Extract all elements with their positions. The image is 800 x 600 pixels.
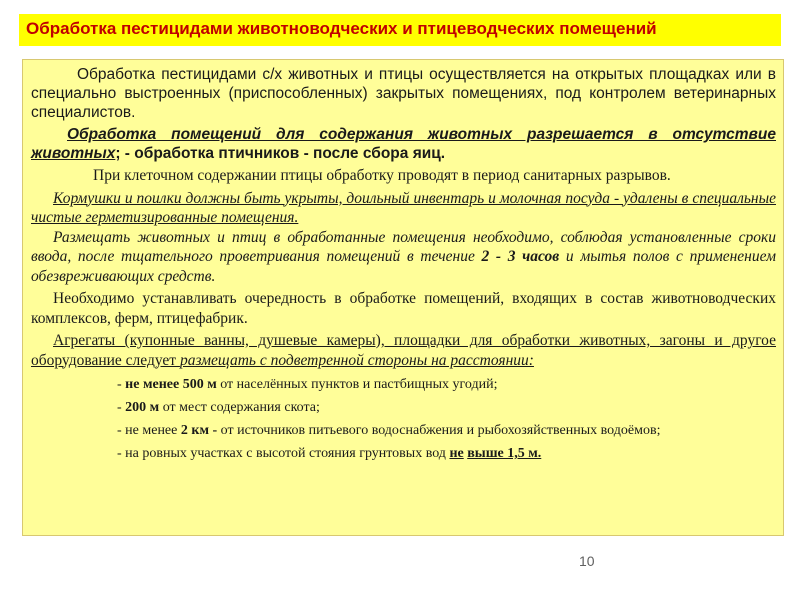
list-item: - не менее 2 км - от источников питьевого водоснабжения и рыбохозяйственных водоёмов; — [117, 423, 661, 438]
distances-list — [77, 373, 776, 465]
feeders-paragraph: Кормушки и поилки должны быть укрыты, доильный инвентарь и молочная посуда - удалены в специальные чистые герметизированные помещения. — [31, 189, 776, 226]
list-item: - 200 м от мест содержания скота; — [117, 400, 320, 415]
absence-semicolon: ; — [115, 145, 121, 162]
placement-tail: и мытья полов с применением обезвреживающих средств. — [31, 248, 776, 285]
content-box — [22, 59, 784, 536]
intro-paragraph: Обработка пестицидами с/х животных и птицы осуществляется на открытых площадках или в специально выстроенных (приспособленных) закрытых помещениях, под контролем ветеринарных специалистов. — [31, 66, 776, 121]
placement-hours: 2 - 3 часов — [481, 248, 560, 265]
placement-text: Размещать животных и птиц в обработанные помещения необходимо, соблюдая установленные сроки ввода, после тщательного проветривания помещений в течение — [31, 228, 776, 265]
cage-paragraph: При клеточном содержании птицы обработку проводят в период санитарных разрывов. — [93, 167, 671, 184]
list-item: - не менее 500 м от населённых пунктов и пастбищных угодий; — [117, 377, 498, 392]
order-paragraph: Необходимо устанавливать очередность в обработке помещений, входящих в состав животноводческих комплексов, ферм, птицефабрик. — [31, 290, 776, 327]
units-paragraph — [31, 331, 776, 370]
placement-paragraph — [31, 228, 776, 287]
page-number: 10 — [579, 553, 595, 569]
absence-poultry-note: - обработка птичников - после сбора яиц. — [120, 145, 446, 162]
absence-emphasis: Обработка помещений для содержания животных разрешается в отсутствие животных — [31, 126, 776, 162]
units-text: Агрегаты (купонные ванны, душевые камеры), площадки для обработки животных, загоны и другое оборудование следует — [31, 332, 776, 369]
list-item: - на ровных участках с высотой стояния грунтовых вод не выше 1,5 м. — [117, 446, 542, 461]
absence-paragraph — [31, 125, 776, 163]
slide-title: Обработка пестицидами животноводческих и птицеводческих помещений — [19, 14, 781, 46]
units-placement: размещать с подветренной стороны на расстоянии: — [179, 351, 534, 369]
